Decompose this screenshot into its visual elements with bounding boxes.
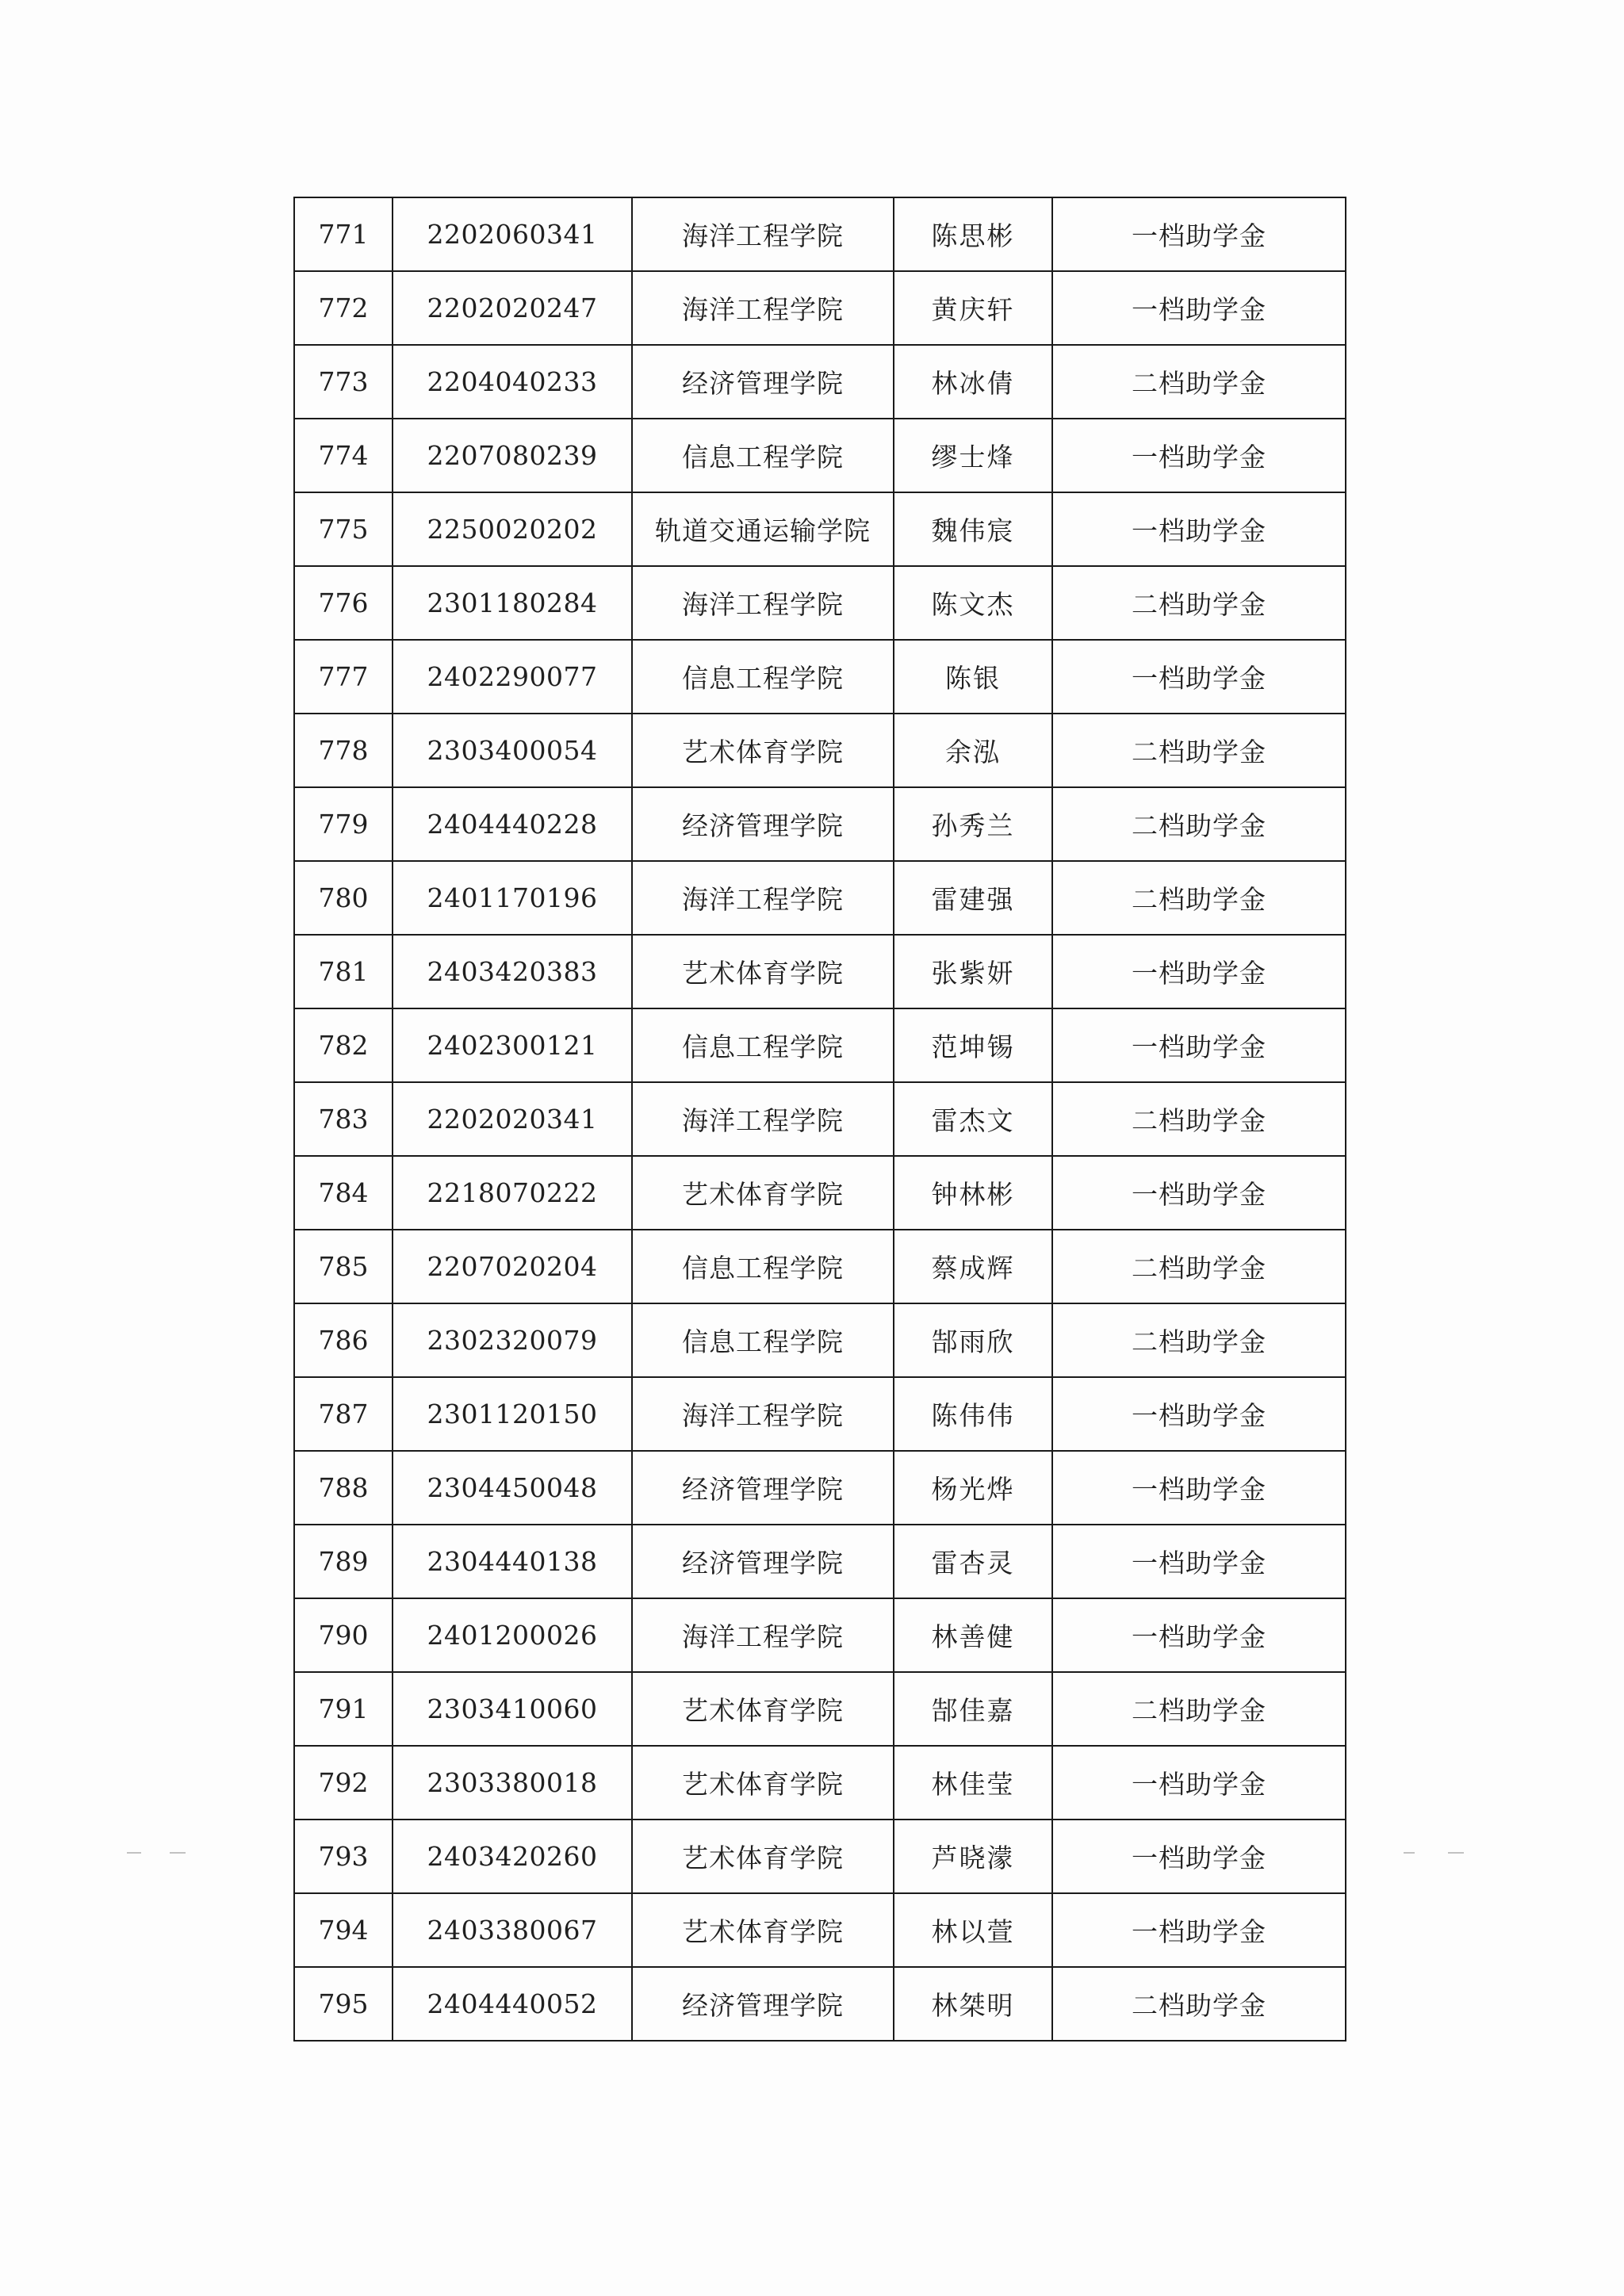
student-id-cell: 2402290077 (393, 640, 632, 714)
grant-level-cell: 二档助学金 (1052, 1672, 1346, 1746)
student-id-cell: 2403380067 (393, 1893, 632, 1967)
table-row (294, 1377, 1346, 1451)
scan-mark-left (127, 1852, 141, 1854)
grant-level-cell: 一档助学金 (1052, 1525, 1346, 1598)
table-row (294, 1525, 1346, 1598)
student-id-cell: 2401200026 (393, 1598, 632, 1672)
table-row (294, 1008, 1346, 1082)
grant-level-cell: 一档助学金 (1052, 1008, 1346, 1082)
grant-level-cell: 一档助学金 (1052, 1746, 1346, 1820)
table-row (294, 566, 1346, 640)
row-number-cell: 785 (294, 1230, 393, 1303)
row-number-cell: 793 (294, 1820, 393, 1893)
table-row (294, 1672, 1346, 1746)
grant-level-cell: 一档助学金 (1052, 1893, 1346, 1967)
college-cell: 经济管理学院 (632, 1451, 894, 1525)
row-number-cell: 783 (294, 1082, 393, 1156)
student-id-cell: 2301180284 (393, 566, 632, 640)
college-cell: 艺术体育学院 (632, 935, 894, 1008)
row-number-cell: 790 (294, 1598, 393, 1672)
row-number-cell: 774 (294, 419, 393, 492)
grant-level-cell: 一档助学金 (1052, 197, 1346, 271)
college-cell: 经济管理学院 (632, 1525, 894, 1598)
college-cell: 信息工程学院 (632, 1303, 894, 1377)
college-cell: 经济管理学院 (632, 1967, 894, 2041)
scan-mark-left-2 (170, 1852, 186, 1854)
student-id-cell: 2202020247 (393, 271, 632, 345)
row-number-cell: 777 (294, 640, 393, 714)
college-cell: 海洋工程学院 (632, 271, 894, 345)
grant-level-cell: 一档助学金 (1052, 1598, 1346, 1672)
student-id-cell: 2202020341 (393, 1082, 632, 1156)
table-row (294, 1082, 1346, 1156)
table-row (294, 1451, 1346, 1525)
grant-level-cell: 二档助学金 (1052, 1967, 1346, 2041)
student-id-cell: 2402300121 (393, 1008, 632, 1082)
row-number-cell: 782 (294, 1008, 393, 1082)
student-id-cell: 2403420260 (393, 1820, 632, 1893)
student-name-cell: 林以萱 (894, 1893, 1052, 1967)
table-row (294, 640, 1346, 714)
college-cell: 轨道交通运输学院 (632, 492, 894, 566)
roster-table (293, 197, 1346, 2042)
row-number-cell: 771 (294, 197, 393, 271)
student-name-cell: 钟林彬 (894, 1156, 1052, 1230)
grant-level-cell: 二档助学金 (1052, 566, 1346, 640)
row-number-cell: 794 (294, 1893, 393, 1967)
roster-table-body (294, 197, 1346, 2041)
college-cell: 艺术体育学院 (632, 714, 894, 787)
student-name-cell: 张紫妍 (894, 935, 1052, 1008)
student-name-cell: 雷杰文 (894, 1082, 1052, 1156)
student-name-cell: 范坤锡 (894, 1008, 1052, 1082)
student-name-cell: 陈伟伟 (894, 1377, 1052, 1451)
table-row (294, 197, 1346, 271)
student-id-cell: 2204040233 (393, 345, 632, 419)
student-id-cell: 2404440228 (393, 787, 632, 861)
student-id-cell: 2218070222 (393, 1156, 632, 1230)
college-cell: 艺术体育学院 (632, 1156, 894, 1230)
row-number-cell: 786 (294, 1303, 393, 1377)
student-name-cell: 郜佳嘉 (894, 1672, 1052, 1746)
college-cell: 信息工程学院 (632, 1230, 894, 1303)
grant-level-cell: 二档助学金 (1052, 1230, 1346, 1303)
roster-table-container (293, 197, 1345, 2042)
college-cell: 艺术体育学院 (632, 1746, 894, 1820)
table-row (294, 861, 1346, 935)
student-id-cell: 2207020204 (393, 1230, 632, 1303)
table-row (294, 1820, 1346, 1893)
student-name-cell: 林善健 (894, 1598, 1052, 1672)
college-cell: 海洋工程学院 (632, 1082, 894, 1156)
grant-level-cell: 二档助学金 (1052, 787, 1346, 861)
student-id-cell: 2302320079 (393, 1303, 632, 1377)
college-cell: 信息工程学院 (632, 1008, 894, 1082)
student-name-cell: 雷杏灵 (894, 1525, 1052, 1598)
table-row (294, 1746, 1346, 1820)
table-row (294, 345, 1346, 419)
college-cell: 海洋工程学院 (632, 1377, 894, 1451)
row-number-cell: 773 (294, 345, 393, 419)
grant-level-cell: 一档助学金 (1052, 1377, 1346, 1451)
student-name-cell: 林冰倩 (894, 345, 1052, 419)
grant-level-cell: 一档助学金 (1052, 271, 1346, 345)
college-cell: 海洋工程学院 (632, 861, 894, 935)
grant-level-cell: 一档助学金 (1052, 1820, 1346, 1893)
row-number-cell: 778 (294, 714, 393, 787)
student-name-cell: 陈思彬 (894, 197, 1052, 271)
grant-level-cell: 一档助学金 (1052, 492, 1346, 566)
row-number-cell: 780 (294, 861, 393, 935)
scan-mark-right-2 (1448, 1852, 1464, 1854)
grant-level-cell: 二档助学金 (1052, 1303, 1346, 1377)
student-id-cell: 2401170196 (393, 861, 632, 935)
college-cell: 经济管理学院 (632, 345, 894, 419)
table-row (294, 271, 1346, 345)
student-name-cell: 林佳莹 (894, 1746, 1052, 1820)
row-number-cell: 781 (294, 935, 393, 1008)
college-cell: 经济管理学院 (632, 787, 894, 861)
table-row (294, 787, 1346, 861)
student-name-cell: 陈文杰 (894, 566, 1052, 640)
grant-level-cell: 一档助学金 (1052, 640, 1346, 714)
college-cell: 信息工程学院 (632, 419, 894, 492)
student-name-cell: 魏伟宸 (894, 492, 1052, 566)
student-name-cell: 陈银 (894, 640, 1052, 714)
student-id-cell: 2303400054 (393, 714, 632, 787)
grant-level-cell: 一档助学金 (1052, 1156, 1346, 1230)
row-number-cell: 784 (294, 1156, 393, 1230)
college-cell: 艺术体育学院 (632, 1820, 894, 1893)
student-name-cell: 缪士烽 (894, 419, 1052, 492)
college-cell: 艺术体育学院 (632, 1672, 894, 1746)
row-number-cell: 776 (294, 566, 393, 640)
student-id-cell: 2202060341 (393, 197, 632, 271)
row-number-cell: 795 (294, 1967, 393, 2041)
grant-level-cell: 二档助学金 (1052, 1082, 1346, 1156)
table-row (294, 1230, 1346, 1303)
student-id-cell: 2403420383 (393, 935, 632, 1008)
row-number-cell: 792 (294, 1746, 393, 1820)
student-name-cell: 郜雨欣 (894, 1303, 1052, 1377)
grant-level-cell: 二档助学金 (1052, 861, 1346, 935)
table-row (294, 1967, 1346, 2041)
row-number-cell: 789 (294, 1525, 393, 1598)
grant-level-cell: 二档助学金 (1052, 714, 1346, 787)
student-name-cell: 雷建强 (894, 861, 1052, 935)
student-name-cell: 余泓 (894, 714, 1052, 787)
table-row (294, 492, 1346, 566)
row-number-cell: 787 (294, 1377, 393, 1451)
grant-level-cell: 一档助学金 (1052, 1451, 1346, 1525)
student-name-cell: 林桀明 (894, 1967, 1052, 2041)
student-name-cell: 孙秀兰 (894, 787, 1052, 861)
table-row (294, 1893, 1346, 1967)
row-number-cell: 791 (294, 1672, 393, 1746)
student-id-cell: 2304450048 (393, 1451, 632, 1525)
student-id-cell: 2250020202 (393, 492, 632, 566)
student-name-cell: 杨光烨 (894, 1451, 1052, 1525)
grant-level-cell: 一档助学金 (1052, 935, 1346, 1008)
table-row (294, 419, 1346, 492)
college-cell: 海洋工程学院 (632, 566, 894, 640)
college-cell: 海洋工程学院 (632, 1598, 894, 1672)
row-number-cell: 779 (294, 787, 393, 861)
student-id-cell: 2304440138 (393, 1525, 632, 1598)
student-name-cell: 芦晓濛 (894, 1820, 1052, 1893)
college-cell: 艺术体育学院 (632, 1893, 894, 1967)
student-name-cell: 蔡成辉 (894, 1230, 1052, 1303)
grant-level-cell: 二档助学金 (1052, 345, 1346, 419)
scan-mark-right (1404, 1852, 1415, 1854)
grant-level-cell: 一档助学金 (1052, 419, 1346, 492)
table-row (294, 935, 1346, 1008)
row-number-cell: 772 (294, 271, 393, 345)
college-cell: 海洋工程学院 (632, 197, 894, 271)
table-row (294, 714, 1346, 787)
student-name-cell: 黄庆轩 (894, 271, 1052, 345)
row-number-cell: 775 (294, 492, 393, 566)
student-id-cell: 2404440052 (393, 1967, 632, 2041)
student-id-cell: 2207080239 (393, 419, 632, 492)
table-row (294, 1156, 1346, 1230)
student-id-cell: 2303380018 (393, 1746, 632, 1820)
college-cell: 信息工程学院 (632, 640, 894, 714)
row-number-cell: 788 (294, 1451, 393, 1525)
table-row (294, 1598, 1346, 1672)
student-id-cell: 2301120150 (393, 1377, 632, 1451)
student-id-cell: 2303410060 (393, 1672, 632, 1746)
table-row (294, 1303, 1346, 1377)
